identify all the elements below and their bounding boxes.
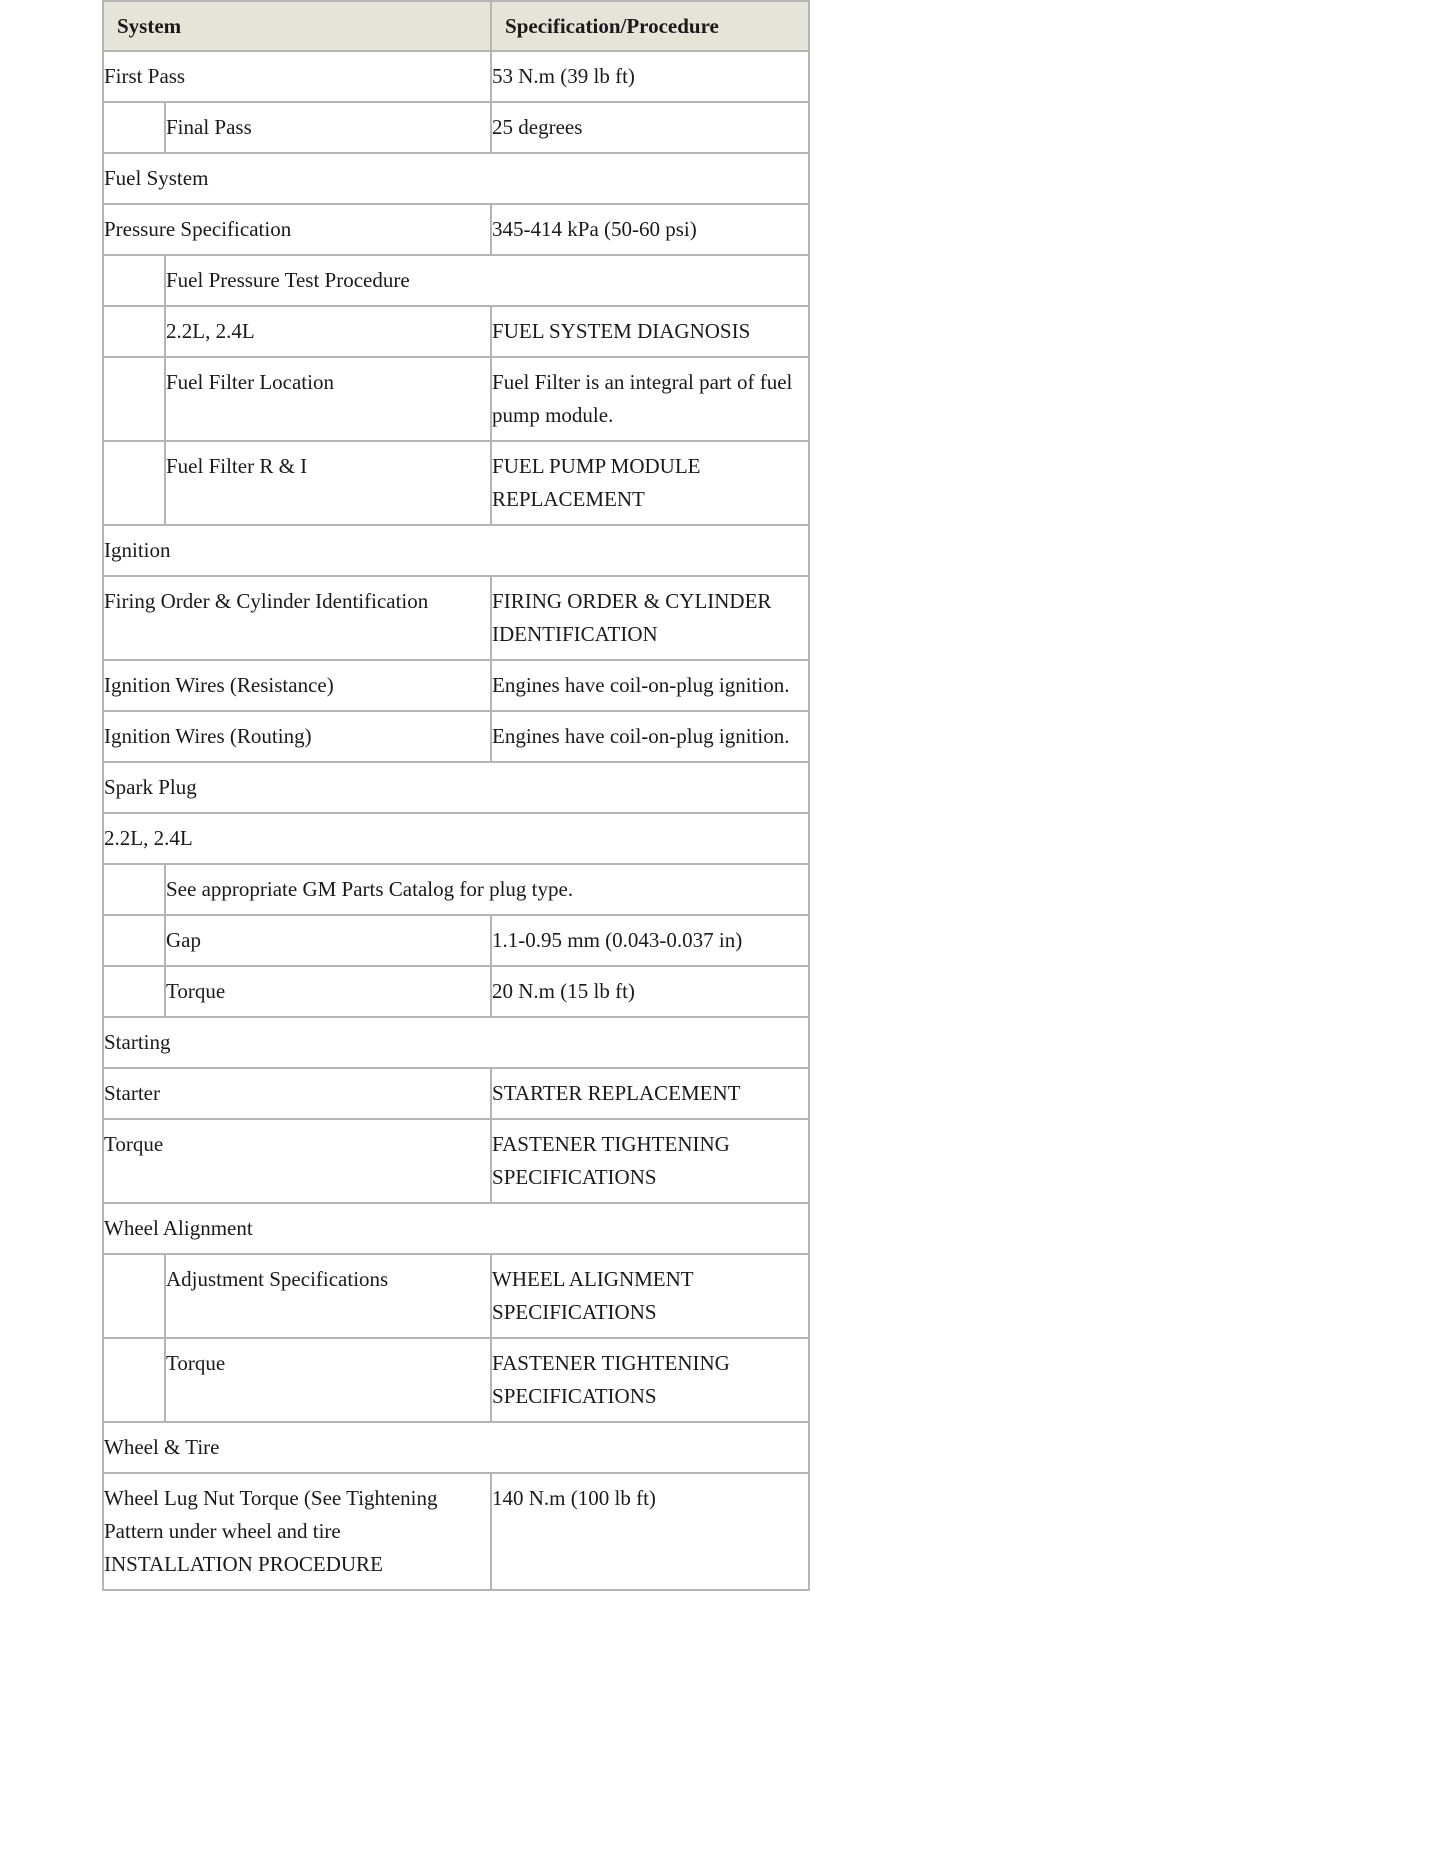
specification-value: Fuel Filter is an integral part of fuel pump module. (491, 357, 809, 441)
indent-spacer (103, 102, 165, 153)
section-row (103, 153, 809, 204)
system-label: Torque (165, 1338, 491, 1422)
system-label: Wheel Lug Nut Torque (See Tightening Pattern under wheel and tire INSTALLATION PROCEDURE (103, 1473, 491, 1590)
system-label: 2.2L, 2.4L (165, 306, 491, 357)
system-label: Starter (103, 1068, 491, 1119)
section-title: Wheel Alignment (103, 1203, 809, 1254)
table-row (103, 711, 809, 762)
specification-table (102, 0, 810, 1591)
table-row (103, 357, 809, 441)
system-label: 2.2L, 2.4L (103, 813, 809, 864)
header-specification: Specification/Procedure (491, 1, 809, 51)
specification-value: FUEL PUMP MODULE REPLACEMENT (491, 441, 809, 525)
specification-value: 345-414 kPa (50-60 psi) (491, 204, 809, 255)
system-label: Torque (165, 966, 491, 1017)
table-row (103, 576, 809, 660)
indent-spacer (103, 864, 165, 915)
section-row (103, 762, 809, 813)
system-label: Fuel Filter R & I (165, 441, 491, 525)
table-row (103, 915, 809, 966)
system-label: Gap (165, 915, 491, 966)
system-label: Adjustment Specifications (165, 1254, 491, 1338)
system-label: Ignition Wires (Routing) (103, 711, 491, 762)
table-row (103, 1473, 809, 1590)
specification-value: Engines have coil-on-plug ignition. (491, 660, 809, 711)
table-body (103, 51, 809, 1590)
specification-value: 140 N.m (100 lb ft) (491, 1473, 809, 1590)
indent-spacer (103, 1254, 165, 1338)
table-row (103, 306, 809, 357)
table-row (103, 966, 809, 1017)
section-title: Spark Plug (103, 762, 809, 813)
indent-spacer (103, 255, 165, 306)
specification-value: STARTER REPLACEMENT (491, 1068, 809, 1119)
table-row (103, 1119, 809, 1203)
specification-value: FASTENER TIGHTENING SPECIFICATIONS (491, 1119, 809, 1203)
table-row (103, 51, 809, 102)
system-label: Fuel Pressure Test Procedure (165, 255, 809, 306)
table-row (103, 864, 809, 915)
indent-spacer (103, 357, 165, 441)
table-row (103, 1338, 809, 1422)
table-row (103, 660, 809, 711)
system-label: Final Pass (165, 102, 491, 153)
table-row (103, 102, 809, 153)
indent-spacer (103, 441, 165, 525)
section-row (103, 1422, 809, 1473)
section-title: Wheel & Tire (103, 1422, 809, 1473)
section-row (103, 1017, 809, 1068)
table-row (103, 441, 809, 525)
table-row (103, 1068, 809, 1119)
section-title: Starting (103, 1017, 809, 1068)
section-title: Ignition (103, 525, 809, 576)
specification-value: FASTENER TIGHTENING SPECIFICATIONS (491, 1338, 809, 1422)
specification-value: FIRING ORDER & CYLINDER IDENTIFICATION (491, 576, 809, 660)
indent-spacer (103, 966, 165, 1017)
table-row (103, 813, 809, 864)
system-label: Torque (103, 1119, 491, 1203)
indent-spacer (103, 1338, 165, 1422)
system-label: Firing Order & Cylinder Identification (103, 576, 491, 660)
specification-value: 20 N.m (15 lb ft) (491, 966, 809, 1017)
specification-value: 53 N.m (39 lb ft) (491, 51, 809, 102)
table-row (103, 204, 809, 255)
specification-value: 1.1-0.95 mm (0.043-0.037 in) (491, 915, 809, 966)
specification-value: WHEEL ALIGNMENT SPECIFICATIONS (491, 1254, 809, 1338)
header-system: System (103, 1, 491, 51)
system-label: First Pass (103, 51, 491, 102)
indent-spacer (103, 915, 165, 966)
system-label: See appropriate GM Parts Catalog for plug type. (165, 864, 809, 915)
system-label: Ignition Wires (Resistance) (103, 660, 491, 711)
specification-value: Engines have coil-on-plug ignition. (491, 711, 809, 762)
section-row (103, 1203, 809, 1254)
section-row (103, 525, 809, 576)
table-row (103, 255, 809, 306)
specification-value: FUEL SYSTEM DIAGNOSIS (491, 306, 809, 357)
section-title: Fuel System (103, 153, 809, 204)
system-label: Fuel Filter Location (165, 357, 491, 441)
system-label: Pressure Specification (103, 204, 491, 255)
table-row (103, 1254, 809, 1338)
specification-value: 25 degrees (491, 102, 809, 153)
indent-spacer (103, 306, 165, 357)
table-header-row (103, 1, 809, 51)
